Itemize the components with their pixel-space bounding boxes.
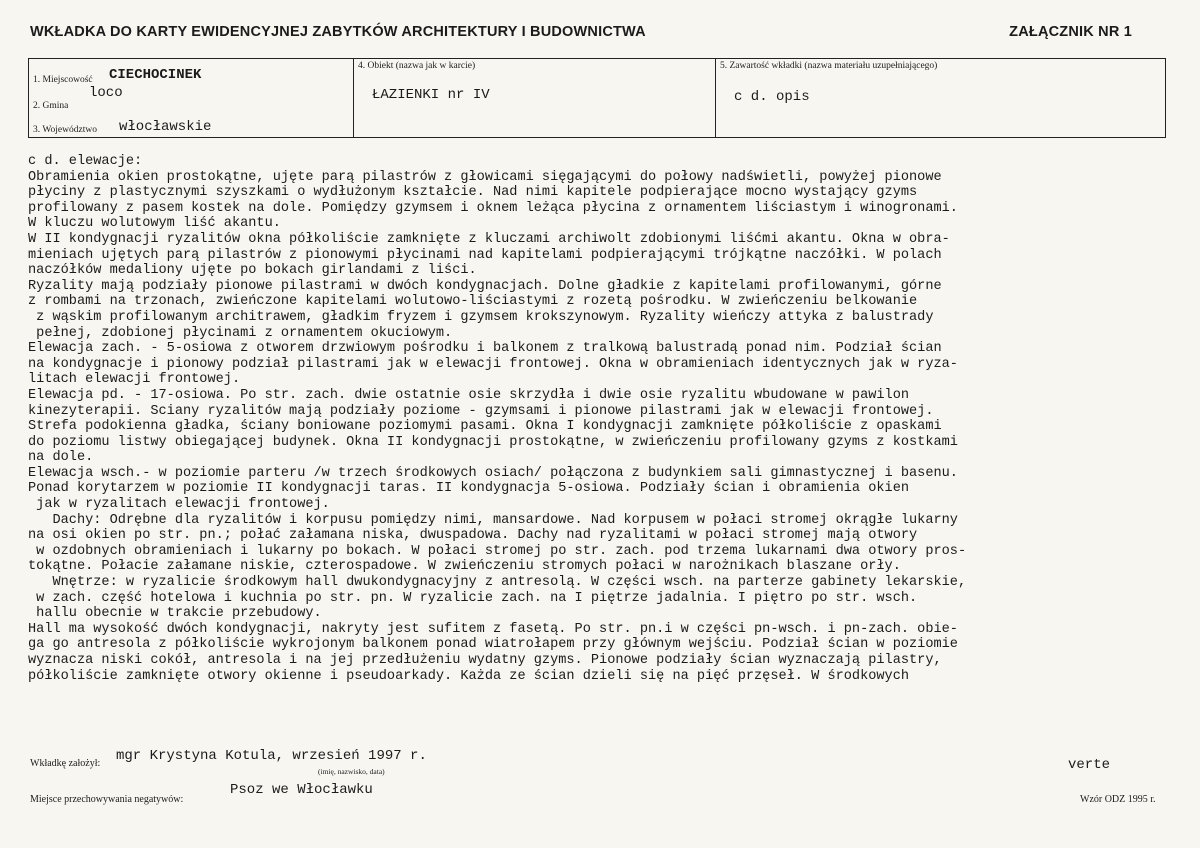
miejscowosc-value: CIECHOCINEK: [109, 67, 202, 83]
body-line: do poziomu listwy obiegającej budynek. Okna II kondygnacji prostokątne, w zwieńczeniu profilowany gzyms z kostkami: [28, 434, 958, 450]
body-line: w ozdobnych obramieniach i lukarny po bokach. W połaci stromej po str. zach. pod trzema lukarnami dwa otwory pros-: [28, 543, 967, 559]
wojewodztwo-label: 3. Województwo: [33, 125, 97, 135]
body-line: z wąskim profilowanym architrawem, gładkim fryzem i gzymsem krokszynowym. Ryzality wieńczy attyka z balustrady: [28, 309, 934, 325]
zawartosc-value: c d. opis: [734, 89, 810, 105]
body-line: z rombami na trzonach, zwieńczone kapitelami wolutowo-liściastymi z rozetą pośrodku. W zwieńczeniu belkowanie: [28, 294, 918, 310]
body-line: tokątne. Połacie załamane niskie, czterospadowe. W zwieńczeniu stromych połaci w narożnikach blaszane orły.: [28, 559, 901, 575]
body-line: c d. elewacje:: [28, 154, 143, 169]
body-line: na osi okien po str. pn.; połać załamana niska, dwuspadowa. Dachy nad ryzalitami w połaci stromej mają otwory: [28, 528, 918, 544]
miejscowosc-label: 1. Miejscowość: [33, 75, 93, 85]
verte-note: verte: [1068, 757, 1111, 773]
zalozyl-label: Wkładkę założył:: [30, 758, 101, 769]
negatywy-label: Miejsce przechowywania negatywów:: [30, 794, 184, 805]
gmina-value: loco: [89, 85, 123, 101]
body-line: na kondygnacje i pionowy podział pilastrami jak w elewacji frontowej. Okna w obramieniach identycznych jak w ryza-: [28, 356, 958, 372]
identification-box: [28, 58, 1166, 138]
body-line: Elewacja wsch.- w poziomie parteru /w trzech środkowych osiach/ połączona z budynkiem sali gimnastycznej i basenu.: [28, 465, 958, 481]
body-line: Elewacja zach. - 5-osiowa z otworem drzwiowym pośrodku i balkonem z tralkową balustradą ponad nim. Podział ścian: [28, 341, 942, 357]
obiekt-label: 4. Obiekt (nazwa jak w karcie): [358, 61, 476, 71]
wojewodztwo-value: włocławskie: [119, 119, 212, 135]
body-line: litach elewacji frontowej.: [28, 372, 241, 388]
body-line: płyciny z plastycznymi szyszkami o wydłużonym kształcie. Nad nimi kapitele podpierające mocno wystający gzyms: [28, 185, 918, 201]
body-line: na dole.: [28, 450, 94, 466]
content-column: [715, 59, 1165, 137]
body-line: jak w ryzalitach elewacji frontowej.: [28, 497, 330, 513]
body-line: Hall ma wysokość dwóch kondygnacji, nakryty jest sufitem z fasetą. Po str. pn.i w części pn-wsch. i pn-zach. obie-: [28, 621, 958, 637]
form-template: Wzór ODZ 1995 r.: [1080, 794, 1156, 805]
body-line: Strefa podokienna gładka, ściany boniowane poziomymi pasami. Okna I kondygnacji zamknięte półkoliście z opaskami: [28, 419, 942, 435]
body-line: w zach. część hotelowa i kuchnia po str. pn. W ryzalicie zach. na I piętrze jadalnia. I piętro po str. wsch.: [28, 590, 918, 606]
body-line: W II kondygnacji ryzalitów okna półkoliście zamknięte z kluczami archiwolt zdobionymi liśćmi akantu. Okna w obra-: [28, 231, 950, 247]
body-line: kinezyterapii. Ściany ryzalitów mają podziały poziome - gzymsami i pionowe pilastrami jak w elewacji frontowej.: [28, 403, 934, 419]
body-line: Obramienia okien prostokątne, ujęte parą pilastrów z głowicami sięgającymi do połowy nadświetli, powyżej pionowe: [28, 169, 942, 185]
body-line: wyznacza niski cokół, antresola i na jej przedłużeniu wydatny gzyms. Pionowe podziały ścian wyznaczają pilastry,: [28, 653, 942, 668]
body-line: W kluczu wolutowym liść akantu.: [28, 216, 281, 232]
body-line: Ponad korytarzem w poziomie II kondygnacji taras. II kondygnacja 5-osiowa. Podziały ścian i obramienia okien: [28, 481, 910, 497]
location-column: [29, 59, 353, 137]
body-line: ga go antresola z półkoliście wykrojonym balkonem ponad wiatrołapem przy głównym wejściu. Podział ścian w poziomie: [28, 637, 958, 653]
body-line: Elewacja pd. - 17-osiowa. Po str. zach. dwie ostatnie osie skrzydła i dwie osie ryzalitu wbudowane w pawilon: [28, 387, 910, 403]
body-line: Wnętrze: w ryzalicie środkowym hall dwukondygnacyjny z antresolą. W części wsch. na parterze gabinety lekarskie,: [28, 575, 967, 591]
body-line: profilowany z pasem kostek na dole. Pomiędzy gzymsem i oknem leżąca płycina z ornamentem liściastym i winogronami.: [28, 200, 958, 216]
object-column: [353, 59, 715, 137]
document-title: WKŁADKA DO KARTY EWIDENCYJNEJ ZABYTKÓW ARCHITEKTURY I BUDOWNICTWA: [30, 24, 646, 40]
description-body: [28, 154, 1188, 684]
obiekt-value: ŁAZIENKI nr IV: [372, 87, 490, 103]
negatywy-value: Psoz we Włocławku: [230, 782, 373, 798]
body-line: półkoliście zamknięte otwory okienne i pseudoarkady. Każda ze ścian dzieli się na pięć przęseł. W środkowych: [28, 668, 910, 684]
body-line: Dachy: Odrębne dla ryzalitów i korpusu pomiędzy nimi, mansardowe. Nad korpusem w połaci stromej okrągłe lukarny: [28, 512, 958, 528]
body-line: Ryzality mają podziały pionowe pilastrami w dwóch kondygnacjach. Dolne gładkie z kapitelami profilowanymi, górne: [28, 278, 942, 294]
attachment-number: ZAŁĄCZNIK NR 1: [1009, 24, 1132, 40]
body-line: mieniach ujętych parą pilastrów z pionowymi płycinami nad kapitelami podpierającymi trójkątne naczółki. W polach: [28, 247, 942, 263]
body-line: hallu obecnie w trakcie przebudowy.: [28, 606, 322, 622]
body-line: pełnej, zdobionej płycinami z ornamentem okuciowym.: [28, 325, 453, 341]
zalozyl-value: mgr Krystyna Kotula, wrzesień 1997 r.: [116, 748, 427, 764]
gmina-label: 2. Gmina: [33, 101, 69, 111]
zawartosc-label: 5. Zawartość wkładki (nazwa materiału uzupełniającego): [720, 61, 938, 71]
zalozyl-hint: (imię, nazwisko, data): [318, 767, 385, 776]
body-line: naczółków medaliony ujęte po bokach girlandami z liści.: [28, 263, 477, 279]
